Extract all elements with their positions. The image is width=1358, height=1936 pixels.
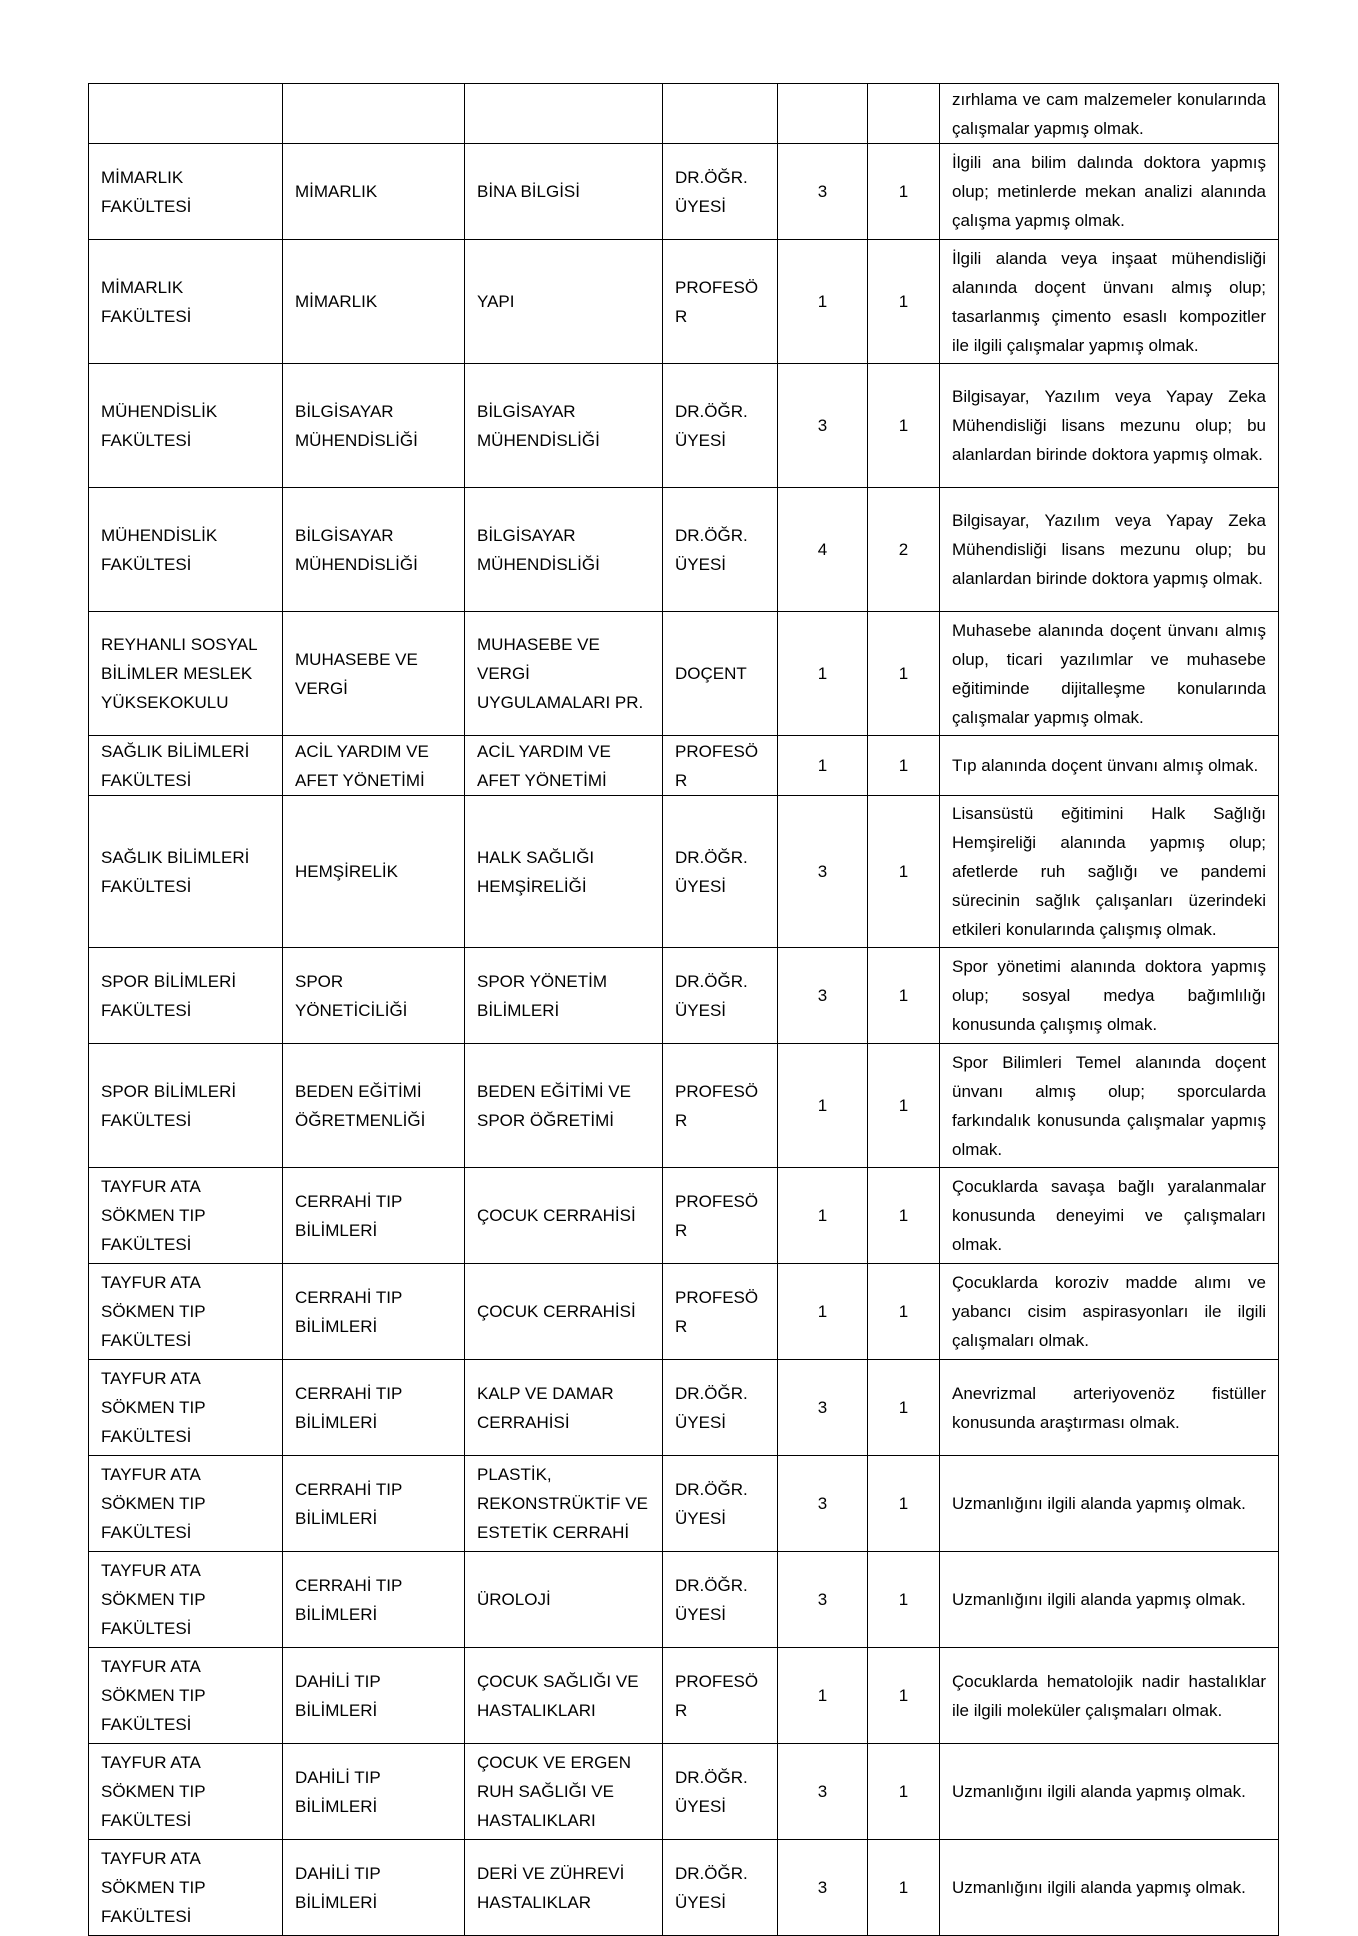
- count-cell: 3: [778, 1456, 868, 1552]
- quota-cell: 1: [868, 736, 940, 796]
- quota-cell: 1: [868, 1360, 940, 1456]
- title-cell: [663, 84, 778, 144]
- department-cell: BİLGİSAYAR MÜHENDİSLİĞİ: [283, 364, 465, 488]
- program-cell: MUHASEBE VE VERGİ UYGULAMALARI PR.: [465, 612, 663, 736]
- table-row: [89, 1552, 1279, 1648]
- faculty-cell: TAYFUR ATA SÖKMEN TIP FAKÜLTESİ: [89, 1264, 283, 1360]
- title-cell: PROFESÖR: [663, 1044, 778, 1168]
- document-page: [88, 83, 1278, 1936]
- department-cell: [283, 84, 465, 144]
- faculty-cell: TAYFUR ATA SÖKMEN TIP FAKÜLTESİ: [89, 1648, 283, 1744]
- count-cell: 1: [778, 1044, 868, 1168]
- faculty-cell: REYHANLI SOSYAL BİLİMLER MESLEK YÜKSEKOKULU: [89, 612, 283, 736]
- count-cell: [778, 84, 868, 144]
- table-row: [89, 1264, 1279, 1360]
- count-cell: 1: [778, 736, 868, 796]
- quota-cell: 1: [868, 1264, 940, 1360]
- count-cell: 1: [778, 1264, 868, 1360]
- quota-cell: [868, 84, 940, 144]
- department-cell: CERRAHİ TIP BİLİMLERİ: [283, 1456, 465, 1552]
- faculty-cell: SPOR BİLİMLERİ FAKÜLTESİ: [89, 948, 283, 1044]
- faculty-cell: TAYFUR ATA SÖKMEN TIP FAKÜLTESİ: [89, 1552, 283, 1648]
- faculty-cell: SAĞLIK BİLİMLERİ FAKÜLTESİ: [89, 736, 283, 796]
- title-cell: DR.ÖĞR. ÜYESİ: [663, 1360, 778, 1456]
- faculty-cell: [89, 84, 283, 144]
- requirement-cell: Çocuklarda savaşa bağlı yaralanmalar konusunda deneyimi ve çalışmaları olmak.: [940, 1168, 1279, 1264]
- table-row: [89, 1840, 1279, 1936]
- department-cell: CERRAHİ TIP BİLİMLERİ: [283, 1552, 465, 1648]
- table-row: [89, 1648, 1279, 1744]
- count-cell: 3: [778, 1360, 868, 1456]
- quota-cell: 1: [868, 948, 940, 1044]
- requirement-cell: Uzmanlığını ilgili alanda yapmış olmak.: [940, 1744, 1279, 1840]
- count-cell: 3: [778, 1744, 868, 1840]
- title-cell: PROFESÖR: [663, 736, 778, 796]
- department-cell: MİMARLIK: [283, 144, 465, 240]
- quota-cell: 1: [868, 240, 940, 364]
- requirement-cell: Uzmanlığını ilgili alanda yapmış olmak.: [940, 1456, 1279, 1552]
- count-cell: 3: [778, 364, 868, 488]
- table-row: [89, 612, 1279, 736]
- faculty-cell: TAYFUR ATA SÖKMEN TIP FAKÜLTESİ: [89, 1744, 283, 1840]
- table-row: [89, 1456, 1279, 1552]
- title-cell: DR.ÖĞR. ÜYESİ: [663, 1744, 778, 1840]
- count-cell: 1: [778, 1648, 868, 1744]
- title-cell: PROFESÖR: [663, 1168, 778, 1264]
- program-cell: SPOR YÖNETİM BİLİMLERİ: [465, 948, 663, 1044]
- table-row: [89, 736, 1279, 796]
- title-cell: DR.ÖĞR. ÜYESİ: [663, 488, 778, 612]
- requirement-cell: Spor yönetimi alanında doktora yapmış olup; sosyal medya bağımlılığı konusunda çalışmış olmak.: [940, 948, 1279, 1044]
- count-cell: 3: [778, 948, 868, 1044]
- program-cell: ACİL YARDIM VE AFET YÖNETİMİ: [465, 736, 663, 796]
- table-row: [89, 796, 1279, 948]
- table-body: [89, 84, 1279, 1936]
- table-row: [89, 144, 1279, 240]
- quota-cell: 2: [868, 488, 940, 612]
- table-row: [89, 1360, 1279, 1456]
- quota-cell: 1: [868, 364, 940, 488]
- quota-cell: 1: [868, 1552, 940, 1648]
- department-cell: SPOR YÖNETİCİLİĞİ: [283, 948, 465, 1044]
- table-row: [89, 1744, 1279, 1840]
- title-cell: DR.ÖĞR. ÜYESİ: [663, 1840, 778, 1936]
- program-cell: BEDEN EĞİTİMİ VE SPOR ÖĞRETİMİ: [465, 1044, 663, 1168]
- department-cell: MİMARLIK: [283, 240, 465, 364]
- quota-cell: 1: [868, 144, 940, 240]
- department-cell: HEMŞİRELİK: [283, 796, 465, 948]
- count-cell: 3: [778, 1840, 868, 1936]
- program-cell: HALK SAĞLIĞI HEMŞİRELİĞİ: [465, 796, 663, 948]
- quota-cell: 1: [868, 1456, 940, 1552]
- title-cell: PROFESÖR: [663, 1264, 778, 1360]
- department-cell: BEDEN EĞİTİMİ ÖĞRETMENLİĞİ: [283, 1044, 465, 1168]
- quota-cell: 1: [868, 1168, 940, 1264]
- faculty-cell: TAYFUR ATA SÖKMEN TIP FAKÜLTESİ: [89, 1360, 283, 1456]
- title-cell: PROFESÖR: [663, 240, 778, 364]
- program-cell: ÇOCUK SAĞLIĞI VE HASTALIKLARI: [465, 1648, 663, 1744]
- requirement-cell: Anevrizmal arteriyovenöz fistüller konusunda araştırması olmak.: [940, 1360, 1279, 1456]
- program-cell: ÇOCUK VE ERGEN RUH SAĞLIĞI VE HASTALIKLARI: [465, 1744, 663, 1840]
- table-row: [89, 1168, 1279, 1264]
- table-row: [89, 488, 1279, 612]
- count-cell: 1: [778, 240, 868, 364]
- count-cell: 1: [778, 1168, 868, 1264]
- requirement-cell: Lisansüstü eğitimini Halk Sağlığı Hemşireliği alanında yapmış olup; afetlerde ruh sağlığı ve pandemi sürecinin sağlık çalışanları üzerindeki etkileri konularında çalışmış olmak.: [940, 796, 1279, 948]
- quota-cell: 1: [868, 612, 940, 736]
- title-cell: PROFESÖR: [663, 1648, 778, 1744]
- department-cell: BİLGİSAYAR MÜHENDİSLİĞİ: [283, 488, 465, 612]
- table-row: [89, 84, 1279, 144]
- requirement-cell: Uzmanlığını ilgili alanda yapmış olmak.: [940, 1840, 1279, 1936]
- quota-cell: 1: [868, 1648, 940, 1744]
- title-cell: DOÇENT: [663, 612, 778, 736]
- count-cell: 4: [778, 488, 868, 612]
- department-cell: MUHASEBE VE VERGİ: [283, 612, 465, 736]
- table-row: [89, 1044, 1279, 1168]
- department-cell: CERRAHİ TIP BİLİMLERİ: [283, 1264, 465, 1360]
- program-cell: YAPI: [465, 240, 663, 364]
- requirement-cell: Tıp alanında doçent ünvanı almış olmak.: [940, 736, 1279, 796]
- title-cell: DR.ÖĞR. ÜYESİ: [663, 364, 778, 488]
- requirement-cell: Çocuklarda hematolojik nadir hastalıklar ile ilgili moleküler çalışmaları olmak.: [940, 1648, 1279, 1744]
- count-cell: 3: [778, 796, 868, 948]
- faculty-cell: SPOR BİLİMLERİ FAKÜLTESİ: [89, 1044, 283, 1168]
- department-cell: CERRAHİ TIP BİLİMLERİ: [283, 1360, 465, 1456]
- faculty-cell: MİMARLIK FAKÜLTESİ: [89, 240, 283, 364]
- department-cell: DAHİLİ TIP BİLİMLERİ: [283, 1744, 465, 1840]
- requirement-cell: İlgili ana bilim dalında doktora yapmış olup; metinlerde mekan analizi alanında çalışma yapmış olmak.: [940, 144, 1279, 240]
- requirement-cell: Bilgisayar, Yazılım veya Yapay Zeka Mühendisliği lisans mezunu olup; bu alanlardan birinde doktora yapmış olmak.: [940, 488, 1279, 612]
- title-cell: DR.ÖĞR. ÜYESİ: [663, 796, 778, 948]
- requirement-cell: Çocuklarda koroziv madde alımı ve yabancı cisim aspirasyonları ile ilgili çalışmaları olmak.: [940, 1264, 1279, 1360]
- faculty-cell: MÜHENDİSLİK FAKÜLTESİ: [89, 364, 283, 488]
- requirement-cell: zırhlama ve cam malzemeler konularında çalışmalar yapmış olmak.: [940, 84, 1279, 144]
- requirement-cell: Bilgisayar, Yazılım veya Yapay Zeka Mühendisliği lisans mezunu olup; bu alanlardan birinde doktora yapmış olmak.: [940, 364, 1279, 488]
- requirement-cell: Muhasebe alanında doçent ünvanı almış olup, ticari yazılımlar ve muhasebe eğitiminde dijitalleşme konularında çalışmalar yapmış olmak.: [940, 612, 1279, 736]
- faculty-cell: TAYFUR ATA SÖKMEN TIP FAKÜLTESİ: [89, 1168, 283, 1264]
- program-cell: ÇOCUK CERRAHİSİ: [465, 1168, 663, 1264]
- faculty-cell: SAĞLIK BİLİMLERİ FAKÜLTESİ: [89, 796, 283, 948]
- title-cell: DR.ÖĞR. ÜYESİ: [663, 1552, 778, 1648]
- title-cell: DR.ÖĞR. ÜYESİ: [663, 948, 778, 1044]
- table-row: [89, 948, 1279, 1044]
- table-row: [89, 364, 1279, 488]
- count-cell: 3: [778, 144, 868, 240]
- faculty-cell: MİMARLIK FAKÜLTESİ: [89, 144, 283, 240]
- requirement-cell: İlgili alanda veya inşaat mühendisliği alanında doçent ünvanı almış olup; tasarlanmış çimento esaslı kompozitler ile ilgili çalışmalar yapmış olmak.: [940, 240, 1279, 364]
- department-cell: ACİL YARDIM VE AFET YÖNETİMİ: [283, 736, 465, 796]
- faculty-cell: TAYFUR ATA SÖKMEN TIP FAKÜLTESİ: [89, 1840, 283, 1936]
- program-cell: BİNA BİLGİSİ: [465, 144, 663, 240]
- position-table: [88, 83, 1279, 1936]
- program-cell: [465, 84, 663, 144]
- requirement-cell: Uzmanlığını ilgili alanda yapmış olmak.: [940, 1552, 1279, 1648]
- program-cell: PLASTİK, REKONSTRÜKTİF VE ESTETİK CERRAHİ: [465, 1456, 663, 1552]
- department-cell: CERRAHİ TIP BİLİMLERİ: [283, 1168, 465, 1264]
- program-cell: DERİ VE ZÜHREVİ HASTALIKLAR: [465, 1840, 663, 1936]
- count-cell: 1: [778, 612, 868, 736]
- program-cell: KALP VE DAMAR CERRAHİSİ: [465, 1360, 663, 1456]
- department-cell: DAHİLİ TIP BİLİMLERİ: [283, 1840, 465, 1936]
- faculty-cell: MÜHENDİSLİK FAKÜLTESİ: [89, 488, 283, 612]
- quota-cell: 1: [868, 796, 940, 948]
- program-cell: ÇOCUK CERRAHİSİ: [465, 1264, 663, 1360]
- quota-cell: 1: [868, 1744, 940, 1840]
- department-cell: DAHİLİ TIP BİLİMLERİ: [283, 1648, 465, 1744]
- title-cell: DR.ÖĞR. ÜYESİ: [663, 1456, 778, 1552]
- requirement-cell: Spor Bilimleri Temel alanında doçent ünvanı almış olup; sporcularda farkındalık konusunda çalışmalar yapmış olmak.: [940, 1044, 1279, 1168]
- table-row: [89, 240, 1279, 364]
- title-cell: DR.ÖĞR. ÜYESİ: [663, 144, 778, 240]
- count-cell: 3: [778, 1552, 868, 1648]
- faculty-cell: TAYFUR ATA SÖKMEN TIP FAKÜLTESİ: [89, 1456, 283, 1552]
- quota-cell: 1: [868, 1840, 940, 1936]
- program-cell: ÜROLOJİ: [465, 1552, 663, 1648]
- program-cell: BİLGİSAYAR MÜHENDİSLİĞİ: [465, 488, 663, 612]
- quota-cell: 1: [868, 1044, 940, 1168]
- program-cell: BİLGİSAYAR MÜHENDİSLİĞİ: [465, 364, 663, 488]
